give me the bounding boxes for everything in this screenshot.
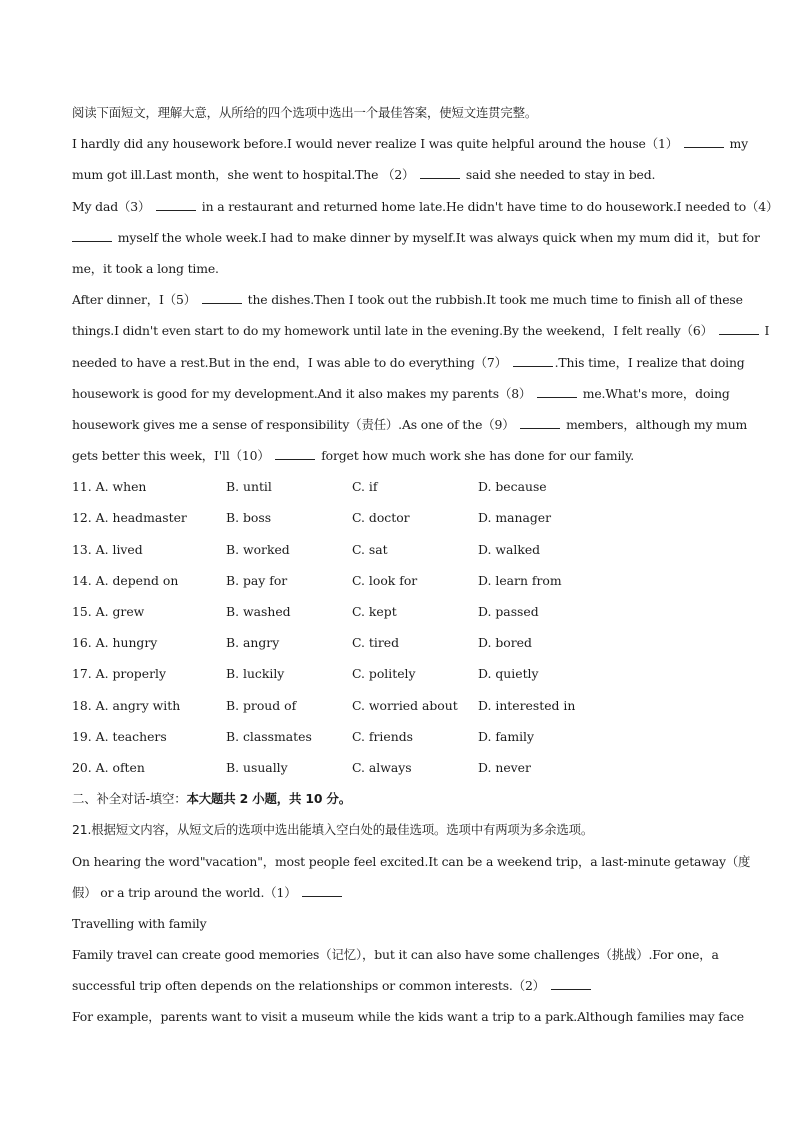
passage-line: me，it took a long time. <box>72 260 219 276</box>
option-row: 17. A. properly B. luckily C. politely D. quietly <box>72 658 726 689</box>
option-row: 15. A. grew B. washed C. kept D. passed <box>72 596 726 627</box>
option-d[interactable]: D. manager <box>478 510 552 526</box>
blank-1[interactable] <box>684 135 724 148</box>
option-c[interactable]: C. politely <box>352 666 416 682</box>
passage-line: things.I didn't even start to do my homework until late in the evening.By the weekend，I felt really（6） I <box>72 323 770 339</box>
option-b[interactable]: B. luckily <box>226 666 285 682</box>
option-c[interactable]: C. kept <box>352 604 397 619</box>
passage-line: housework gives me a sense of responsibility（责任）.As one of the（9） members，although my mum <box>72 416 748 432</box>
option-d[interactable]: D. bored <box>478 635 532 651</box>
option-d[interactable]: D. passed <box>478 604 539 619</box>
option-d[interactable]: D. learn from <box>478 572 562 588</box>
option-row: 14. A. depend on B. pay for C. look for D. learn from <box>72 565 726 596</box>
instructions: 阅读下面短文，理解大意，从所给的四个选项中选出一个最佳答案，使短文连贯完整。 <box>72 105 538 120</box>
option-row: 12. A. headmaster B. boss C. doctor D. manager <box>72 502 726 533</box>
option-a[interactable]: lived <box>112 541 143 557</box>
passage-line: needed to have a rest.But in the end，I was able to do everything（7） .This time，I realize that doing <box>72 354 745 370</box>
passage-line: mum got ill.Last month，she went to hospital.The （2） said she needed to stay in bed. <box>72 167 656 183</box>
passage-line: myself the whole week.I had to make dinner by myself.It was always quick when my mum did it，but for <box>72 222 726 253</box>
passage-line: 假） or a trip around the world.（1） <box>72 877 726 908</box>
option-c[interactable]: C. worried about <box>352 697 458 713</box>
option-a[interactable]: properly <box>112 666 166 682</box>
option-d[interactable]: D. quietly <box>478 666 539 682</box>
option-c[interactable]: C. tired <box>352 635 400 651</box>
question-21-instructions: 21.根据短文内容，从短文后的选项中选出能填入空白处的最佳选项。选项中有两项为多余选项。 <box>72 822 594 838</box>
option-d[interactable]: D. never <box>478 759 531 775</box>
blank-10[interactable] <box>275 447 315 460</box>
worksheet-page <box>72 97 779 1033</box>
option-b[interactable]: B. proud of <box>226 697 297 713</box>
option-d[interactable]: D. walked <box>478 541 541 557</box>
options-list <box>72 471 726 783</box>
blank-5[interactable] <box>202 291 242 304</box>
option-c[interactable]: C. always <box>352 759 412 775</box>
option-d[interactable]: D. family <box>478 728 535 744</box>
passage-line: Family travel can create good memories（记忆），but it can also have some challenges（挑战）.For one，a <box>72 947 719 963</box>
option-a[interactable]: often <box>112 759 145 775</box>
option-b[interactable]: B. worked <box>226 541 290 557</box>
option-row: 18. A. angry with B. proud of C. worried about D. interested in <box>72 690 726 721</box>
option-a[interactable]: grew <box>112 604 145 619</box>
option-a[interactable]: angry with <box>112 697 181 713</box>
option-a[interactable]: hungry <box>112 635 158 651</box>
blank-8[interactable] <box>537 385 577 398</box>
option-d[interactable]: D. interested in <box>478 697 576 713</box>
option-a[interactable]: when <box>112 479 147 495</box>
passage-line: After dinner，I（5） the dishes.Then I took out the rubbish.It took me much time to finish all of these <box>72 292 743 308</box>
option-c[interactable]: C. sat <box>352 541 388 557</box>
blank-4[interactable] <box>72 229 112 242</box>
option-b[interactable]: B. washed <box>226 604 291 619</box>
option-a[interactable]: depend on <box>112 572 179 588</box>
option-c[interactable]: C. if <box>352 479 378 495</box>
passage-subheading: Travelling with family <box>72 915 207 931</box>
passage-line: For example，parents want to visit a museum while the kids want a trip to a park.Although families may face <box>72 1009 744 1025</box>
option-a[interactable]: headmaster <box>112 510 187 526</box>
passage-line: housework is good for my development.And it also makes my parents（8） me.What's more，doing <box>72 385 730 401</box>
passage-line: On hearing the word"vacation"，most people feel excited.It can be a weekend trip，a last-minute getaway（度 <box>72 853 751 869</box>
option-c[interactable]: C. friends <box>352 728 413 744</box>
passage-line: successful trip often depends on the relationships or common interests.（2） <box>72 970 726 1001</box>
blank-3[interactable] <box>156 198 196 211</box>
option-c[interactable]: C. look for <box>352 572 418 588</box>
blank-6[interactable] <box>719 322 759 335</box>
option-c[interactable]: C. doctor <box>352 510 410 526</box>
option-row: 11. A. when B. until C. if D. because <box>72 471 726 502</box>
option-b[interactable]: B. boss <box>226 510 272 526</box>
option-b[interactable]: B. until <box>226 479 272 495</box>
option-row: 13. A. lived B. worked C. sat D. walked <box>72 534 726 565</box>
option-d[interactable]: D. because <box>478 479 547 495</box>
passage-line: My dad（3） in a restaurant and returned home late.He didn't have time to do housework.I needed to（4） <box>72 198 779 214</box>
option-row: 16. A. hungry B. angry C. tired D. bored <box>72 627 726 658</box>
blank-21-2[interactable] <box>551 977 591 990</box>
blank-2[interactable] <box>420 166 460 179</box>
option-b[interactable]: B. usually <box>226 759 288 775</box>
option-b[interactable]: B. angry <box>226 635 280 651</box>
passage-line: I hardly did any housework before.I would never realize I was quite helpful around the house（1） my <box>72 136 748 152</box>
option-b[interactable]: B. pay for <box>226 572 288 588</box>
blank-9[interactable] <box>520 416 560 429</box>
passage-line: gets better this week，I'll（10） forget how much work she has done for our family. <box>72 448 635 464</box>
option-row: 20. A. often B. usually C. always D. never <box>72 752 726 783</box>
option-a[interactable]: teachers <box>112 728 167 744</box>
option-row: 19. A. teachers B. classmates C. friends D. family <box>72 721 726 752</box>
option-b[interactable]: B. classmates <box>226 728 312 744</box>
section-heading: 二、补全对话-填空：本大题共 2 小题，共 10 分。 <box>72 791 351 807</box>
blank-21-1[interactable] <box>302 884 342 897</box>
blank-7[interactable] <box>513 354 553 367</box>
